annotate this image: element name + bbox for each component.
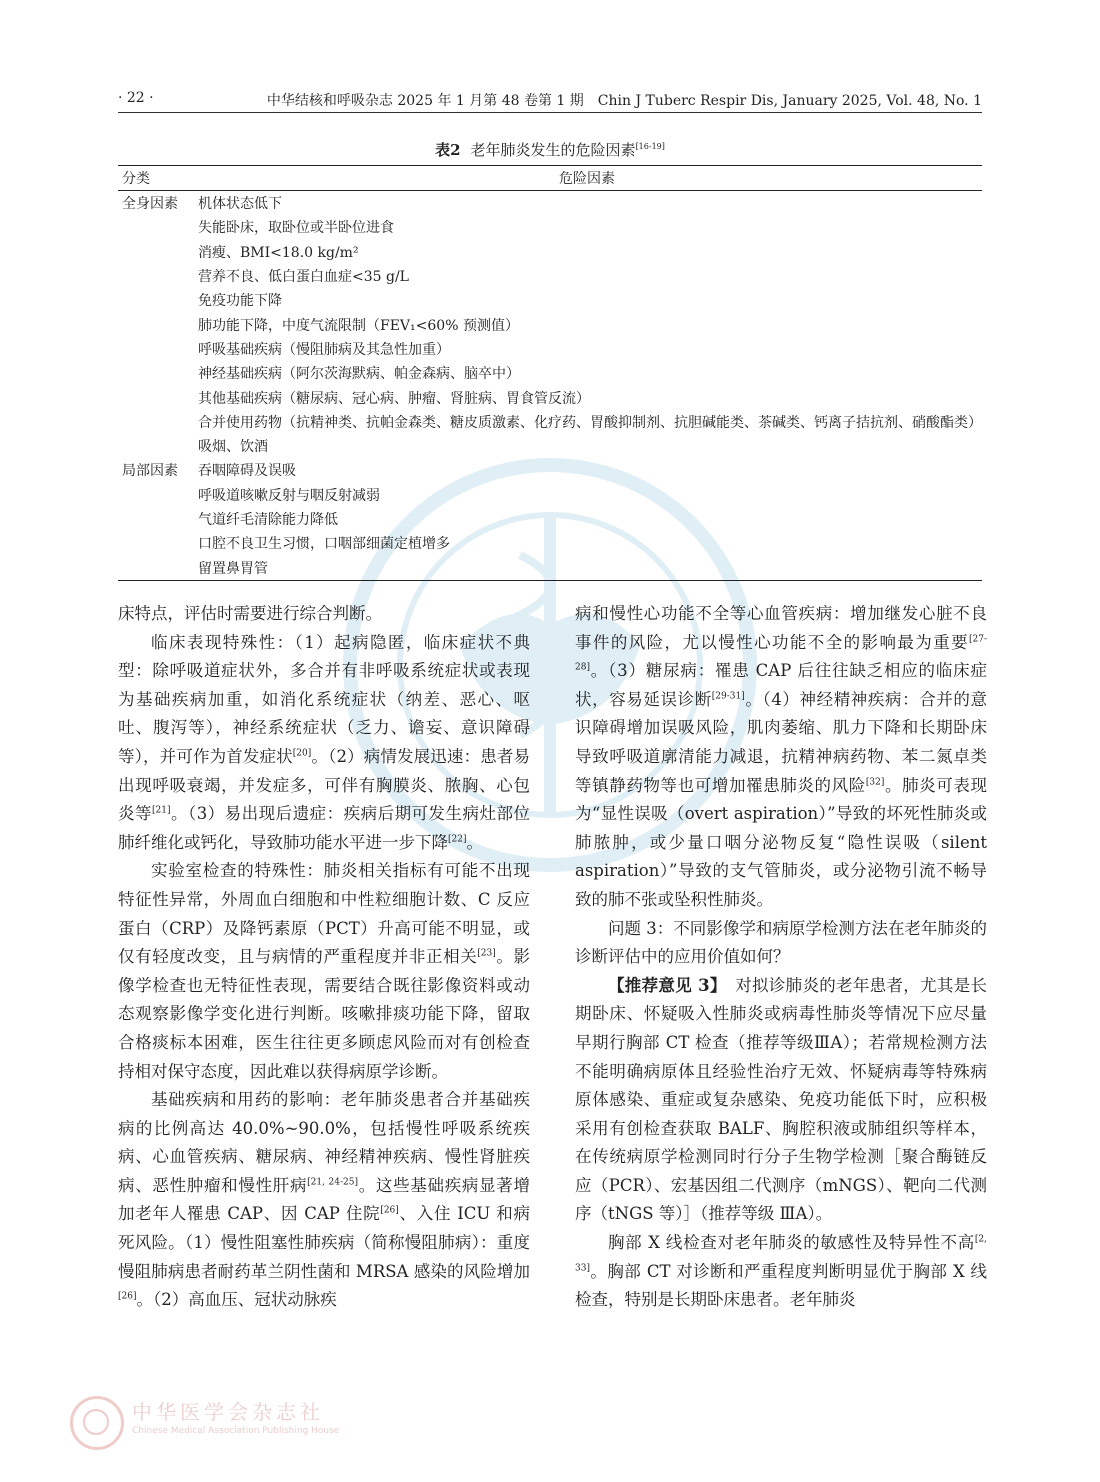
publisher-watermark [40,1390,500,1450]
paragraph [118,857,530,1086]
text: 。（2）病情发展迅速：患者易出现呼吸衰竭，并发症多，可伴有胸膜炎、脓胸、心包炎等 [118,746,530,824]
body-column-left [118,600,530,1315]
text: 。 [466,832,483,852]
col-header-category: 分类 [122,171,150,187]
text: 、入住 ICU 和病死风险。（1）慢性阻塞性肺疾病（简称慢阻肺病）：重度慢阻肺病患者耐药革兰阴性菌和 MRSA 感染的风险增加 [118,1204,530,1281]
cell-factor: 口腔不良卫生习惯，口咽部细菌定植增多 [198,536,450,553]
text: 胸部 X 线检查对老年肺炎的敏感性及特异性不高 [608,1233,975,1253]
citation: [26] [118,1291,137,1302]
citation: [32] [865,777,885,788]
paragraph [575,1229,987,1315]
table-title: 老年肺炎发生的危险因素 [470,141,636,159]
text: 。肺炎可表现为“显性误吸（overt aspiration）”导致的坏死性肺炎或肺脓肿，或少量口咽分泌物反复“隐性误吸（silent aspiration）”导致的支气管肺炎，或分泌物引流不畅导致的肺不张或坠积性肺炎。 [575,775,987,909]
table-row [118,531,982,555]
paragraph [118,629,530,858]
page-number: · 22 · [118,90,154,106]
cell-factor: 留置鼻胃管 [198,560,268,577]
citation: [23] [477,948,496,959]
table-row [118,264,982,288]
table-row [118,385,982,409]
cell-factor: 合并使用药物（抗精神类、抗帕金森类、糖皮质激素、化疗药、胃酸抑制剂、抗胆碱能类、茶碱类、钙离子拮抗剂、硝酸酯类） [198,414,982,431]
text: 问题 3：不同影像学和病原学检测方法在老年肺炎的诊断评估中的应用价值如何？ [575,918,987,967]
cell-category [118,483,192,507]
cell-category [118,337,192,361]
cell-factor: 失能卧床，取卧位或半卧位进食 [198,220,394,237]
table-row [118,507,982,531]
text: 。胸部 CT 对诊断和严重程度判断明显优于胸部 X 线检查，特别是长期卧床患者。老年肺炎 [575,1261,987,1310]
cell-factor: 呼吸基础疾病（慢阻肺病及其急性加重） [198,341,450,358]
recommendation-label: 【推荐意见 3】 [608,975,719,995]
cell-category [118,531,192,555]
cell-factor: 吸烟、饮酒 [198,439,268,456]
citation: [21] [151,805,171,816]
publisher-logo-icon [70,1396,124,1450]
cell-factor: 气道纤毛清除能力降低 [198,512,338,528]
cell-category [118,385,192,409]
text: 。影像学检查也无特征性表现，需要结合既往影像资料或动态观察影像学变化进行判断。咳嗽排痰功能下降，留取合格痰标本困难，医生往往更多顾虑风险而对有创检查持相对保守态度，因此难以获得病原学诊断。 [118,947,530,1081]
citation: [21, 24-25] [307,1177,359,1188]
text: 基础疾病和用药的影响：老年肺炎患者合并基础疾病的比例高达 40.0%~90.0%，包括慢性呼吸系统疾病、心血管疾病、糖尿病、神经精神疾病、慢性肾脏疾病、恶性肿瘤和慢性肝病 [118,1090,530,1195]
table-caption [118,139,982,160]
citation: [22] [448,834,467,845]
col-header-factor: 危险因素 [559,171,615,187]
cell-category [118,240,192,264]
table-row [118,288,982,312]
text: 临床表现特殊性：（1）起病隐匿，临床症状不典型：除呼吸道症状外，多合并有非呼吸系统症状或表现为基础疾病加重，如消化系统症状（纳差、恶心、呕吐、腹泻等），神经系统症状（乏力、谵妄、意识障碍等），并可作为首发症状 [118,632,530,766]
table-row [118,240,982,264]
running-header [118,88,982,113]
recommendation [575,972,987,1229]
text: 。这些基础疾病显著增加老年人罹患 CAP、因 CAP 住院 [118,1175,530,1224]
text: 。（3）糖尿病：罹患 CAP 后往往缺乏相应的临床症状，容易延误诊断 [575,661,987,709]
question-heading [575,915,987,972]
table-label: 表2 [435,141,461,159]
citation: [2, 33] [575,1234,987,1274]
cell-category [118,312,192,336]
publisher-name-en: Chinese Medical Association Publishing House [132,1426,340,1436]
table-row [118,410,982,434]
table-header-row [118,166,982,191]
paragraph [118,1086,530,1315]
citation: [26] [380,1205,399,1216]
text: 对拟诊肺炎的老年患者，尤其是长期卧床、怀疑吸入性肺炎或病毒性肺炎等情况下应尽量早期行胸部 CT 检查（推荐等级ⅢA）；若常规检测方法不能明确病原体且经验性治疗无效、怀疑病毒等特殊病原体感染、重症或复杂感染、免疫功能低下时，应积极采用有创检查获取 BALF、胸腔积液或肺组织等样本，在传统病原学检测同时行分子生物学检测［聚合酶链反应（PCR）、宏基因组二代测序（mNGS）、靶向二代测序（tNGS 等）］（推荐等级 ⅢA）。 [575,975,987,1224]
cell-category [118,288,192,312]
cell-category [118,434,192,458]
cell-factor: 吞咽障碍及误吸 [198,463,296,480]
table-row [118,191,982,216]
text: 。（3）易出现后遗症：疾病后期可发生病灶部位肺纤维化或钙化，导致肺功能水平进一步下降 [118,804,531,852]
citation: [29-31] [711,691,745,702]
table-row [118,483,982,507]
cell-category: 全身因素 [122,196,178,213]
publisher-name: 中华医学会杂志社 [132,1400,324,1424]
table-ref: [16-19] [635,142,665,151]
cell-factor: 机体状态低下 [198,196,282,213]
cell-factor: 肺功能下降，中度气流限制（FEV₁<60% 预测值） [198,317,519,334]
citation: [27-28] [575,634,987,673]
table-row [118,312,982,336]
cell-factor: 免疫功能下降 [198,293,282,310]
table-row [118,555,982,580]
text: 。（4）神经精神疾病：合并的意识障碍增加误吸风险，肌肉萎缩、肌力下降和长期卧床导致呼吸道廓清能力减退，抗精神病药物、苯二氮卓类等镇静药物等也可增加罹患肺炎的风险 [575,689,988,795]
paragraph [575,600,987,915]
cell-category [118,507,192,531]
cell-factor: 营养不良、低白蛋白血症<35 g/L [198,269,409,286]
text: 。（2）高血压、冠状动脉疾 [136,1290,337,1310]
cell-category [118,410,192,434]
table-row [118,361,982,385]
cell-factor: 其他基础疾病（糖尿病、冠心病、肿瘤、肾脏病、胃食管反流） [198,390,590,407]
citation: [20] [292,748,312,759]
table-row [118,434,982,458]
cell-category: 局部因素 [122,463,178,480]
cell-factor: 神经基础疾病（阿尔茨海默病、帕金森病、脑卒中） [198,366,520,383]
cell-category [118,264,192,288]
text: 实验室检查的特殊性：肺炎相关指标有可能不出现特征性异常，外周血白细胞和中性粒细胞计数、C 反应蛋白（CRP）及降钙素原（PCT）升高可能不明显，或仅有轻度改变，且与病情的严重程度并非正相关 [118,861,530,967]
text: 床特点，评估时需要进行综合判断。 [118,604,382,623]
table-row [118,215,982,239]
cell-category [118,215,192,239]
paragraph [118,600,530,629]
cell-factor: 消瘦、BMI<18.0 kg/m² [198,244,359,261]
table-row [118,337,982,361]
body-column-right [575,600,987,1315]
cell-factor: 呼吸道咳嗽反射与咽反射减弱 [198,487,380,504]
risk-factor-table [118,165,982,581]
journal-citation: 中华结核和呼吸杂志 2025 年 1 月第 48 卷第 1 期 Chin J Tuberc Respir Dis, January 2025, Vol. 48, No. 1 [266,93,982,109]
cell-category [118,555,192,580]
cell-category [118,361,192,385]
table-row [118,458,982,482]
text: 病和慢性心功能不全等心血管疾病：增加继发心脏不良事件的风险，尤以慢性心功能不全的影响最为重要 [575,604,987,652]
